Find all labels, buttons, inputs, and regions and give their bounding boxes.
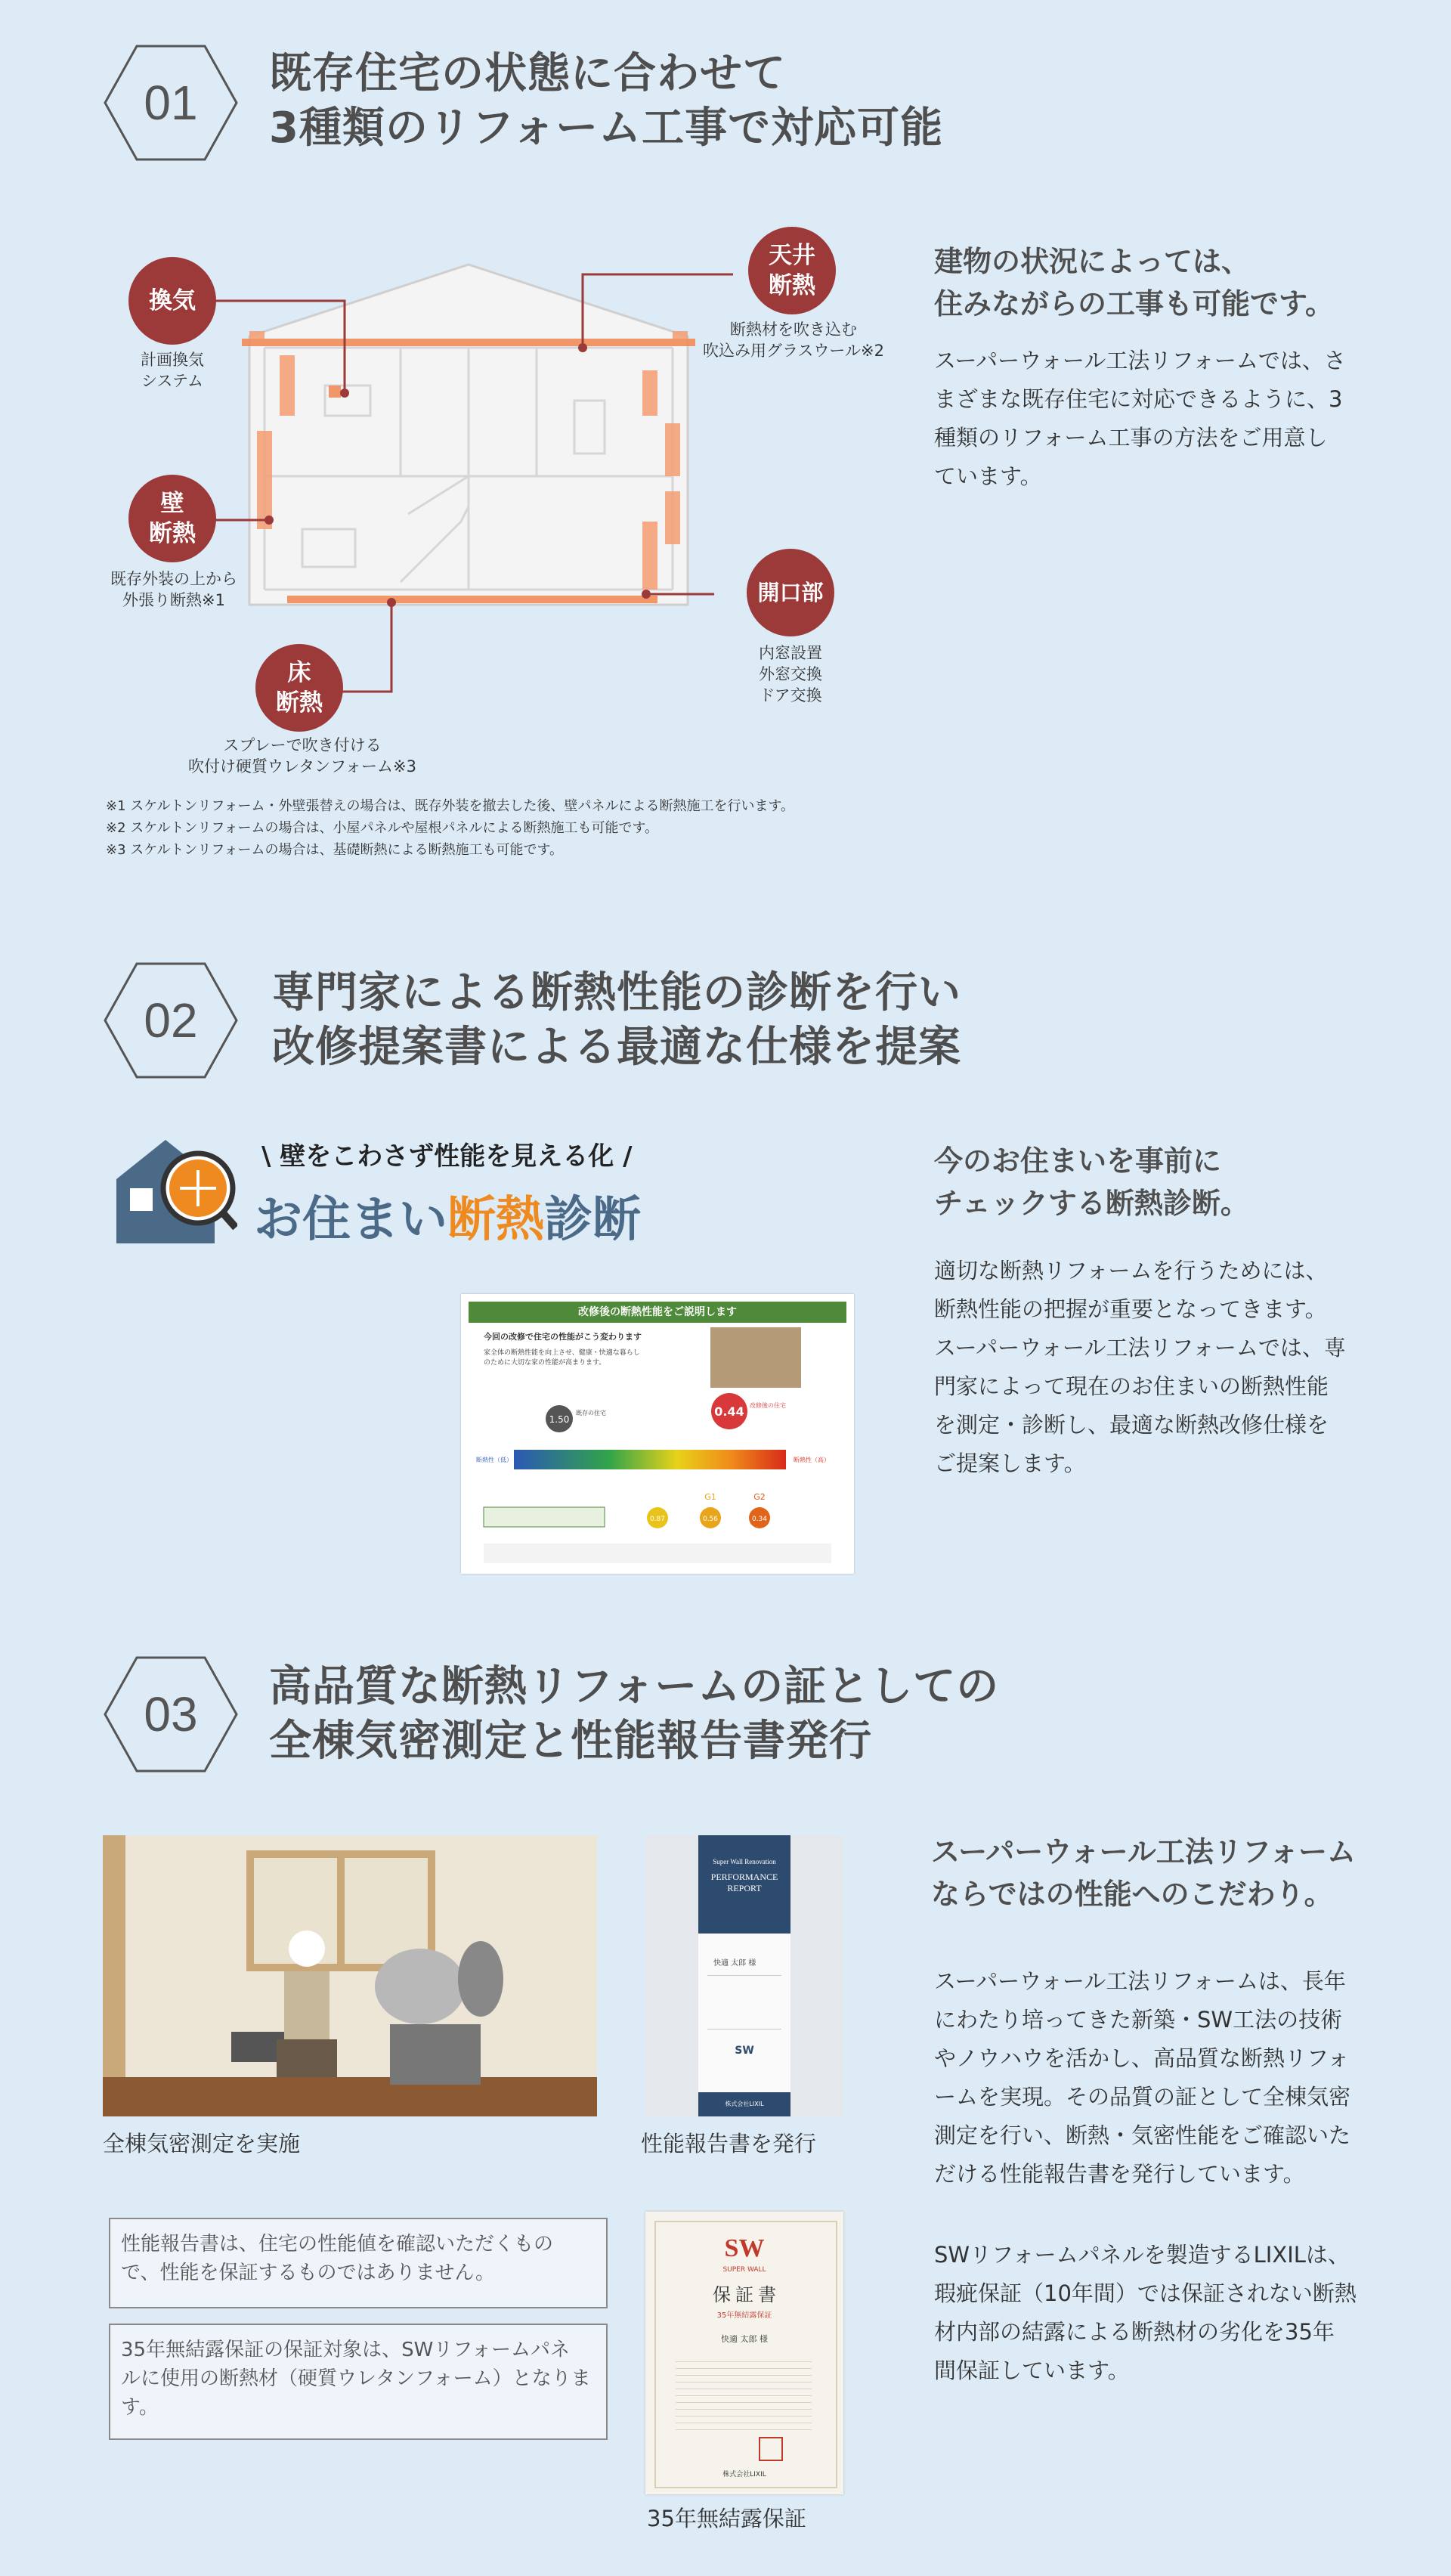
certificate-caption: 35年無結露保証: [647, 2506, 806, 2531]
notice-report: 性能報告書は、住宅の性能値を確認いただくもの で、性能を保証するものではありません。: [109, 2218, 608, 2308]
floor-insulation-caption: スプレーで吹き付ける 吹付け硬質ウレタンフォーム※3: [187, 736, 417, 776]
section3-body-1: スーパーウォール工法リフォームは、長年 にわたり培ってきた新築・SW工法の技術 やノウハウを活かし、高品質な断熱リフォ ームを実現。その品質の証として全棟気密 測定を行い、断熱・気密性能をご確認いた だける性能報告書を発行しています。: [934, 1968, 1351, 2187]
ventilation-badge: 換気: [128, 257, 216, 345]
notice-warranty: 35年無結露保証の保証対象は、SWリフォームパネ ルに使用の断熱材（硬質ウレタンフォーム）となりま す。: [109, 2324, 608, 2440]
section-title: 既存住宅の状態に合わせて 3種類のリフォーム工事で対応可能: [269, 49, 944, 153]
warranty-certificate: SW SUPER WALL 保 証 書 35年無結露保証 快適 太郎 様 株式会社LIXIL: [645, 2212, 843, 2494]
section1-lead: 建物の状況によっては、 住みながらの工事も可能です。: [934, 245, 1334, 320]
svg-text:G1: G1: [704, 1492, 716, 1502]
section-number: 02: [144, 993, 198, 1048]
section-title: 専門家による断熱性能の診断を行い 改修提案書による最適な仕様を提案: [272, 968, 961, 1072]
section3-body-2: SWリフォームパネルを製造するLIXILは、 瑕疵保証（10年間）では保証されない断熱 材内部の結露による断熱材の劣化を35年 間保証しています。: [934, 2242, 1357, 2383]
svg-text:0.56: 0.56: [702, 1516, 719, 1523]
opening-caption: 内窓設置 外窓交換 ドア交換: [759, 644, 822, 704]
performance-report-cover: Super Wall Renovation PERFORMANCE REPORT 快適 太郎 様 SW 株式会社LIXIL: [645, 1835, 843, 2116]
opening-badge: 開口部: [747, 549, 834, 636]
section-number-hexagon: [103, 961, 239, 1079]
section1-footnotes: ※1 スケルトンリフォーム・外壁張替えの場合は、既存外装を撤去した後、壁パネルによる断熱施工を行います。 ※2 スケルトンリフォームの場合は、小屋パネルや屋根パネルによる断熱施工も可能です。 ※3 スケルトンリフォームの場合は、基礎断熱による断熱施工も可能です。: [106, 798, 795, 858]
svg-text:1.50: 1.50: [549, 1414, 570, 1425]
section2-lead: 今のお住まいを事前に チェックする断熱診断。: [934, 1144, 1249, 1220]
wall-insulation-caption: 既存外装の上から 外張り断熱※1: [110, 570, 237, 609]
wall-insulation-badge: 壁 断熱: [128, 475, 216, 562]
report-text: 家全体の断熱性能を向上させ、健康・快適な暮らし のために大切な家の性能が高まります。: [484, 1349, 640, 1367]
svg-text:0.34: 0.34: [751, 1516, 768, 1523]
section1-body: スーパーウォール工法リフォームでは、さ まざまな既存住宅に対応できるように、3 種類のリフォーム工事の方法をご用意し ています。: [934, 348, 1346, 489]
section-number-hexagon: [103, 1655, 239, 1773]
report-caption: 性能報告書を発行: [641, 2131, 817, 2156]
diagnosis-report-sheet: [461, 1294, 854, 1574]
report-cover-band: Super Wall Renovation PERFORMANCE REPORT: [698, 1835, 790, 1934]
section-number: 01: [144, 76, 198, 130]
report-subheader: 今回の改修で住宅の性能がこう変わります: [484, 1332, 642, 1342]
section2-body: 適切な断熱リフォームを行うためには、 断熱性能の把握が重要となってきます。 スーパーウォール工法リフォームでは、専 門家によって現在のお住まいの断熱性能 を測定・診断し、最適な断熱改修仕様を ご提案します。: [934, 1258, 1346, 1476]
svg-text:改修後の住宅: 改修後の住宅: [750, 1402, 786, 1409]
floor-insulation-badge: 床 断熱: [255, 644, 343, 732]
house-diagnosis-logo-icon: [109, 1134, 237, 1247]
svg-text:断熱性（高）: 断熱性（高）: [794, 1457, 830, 1463]
section-number: 03: [144, 1687, 198, 1742]
svg-text:断熱性（低）: 断熱性（低）: [476, 1457, 512, 1463]
logo-name: お住まい断熱診断: [254, 1192, 641, 1248]
section-title: 高品質な断熱リフォームの証としての 全棟気密測定と性能報告書発行: [269, 1662, 1000, 1766]
ventilation-caption: 計画換気 システム: [141, 351, 204, 390]
section3-lead: スーパーウォール工法リフォーム ならではの性能へのこだわり。: [931, 1835, 1357, 1911]
logo-tagline: \ 壁をこわさず性能を見える化 /: [261, 1141, 633, 1172]
ceiling-insulation-caption: 断熱材を吹き込む 吹込み用グラスウール※2: [703, 320, 884, 360]
svg-text:0.87: 0.87: [649, 1516, 666, 1523]
airtightness-test-photo: [103, 1835, 597, 2116]
svg-text:G2: G2: [753, 1492, 766, 1502]
report-header: 改修後の断熱性能をご説明します: [469, 1302, 846, 1323]
svg-text:0.44: 0.44: [714, 1404, 744, 1419]
svg-text:既存の住宅: 既存の住宅: [576, 1410, 606, 1416]
photo-caption: 全棟気密測定を実施: [103, 2131, 301, 2156]
ceiling-insulation-badge: 天井 断熱: [748, 227, 836, 314]
